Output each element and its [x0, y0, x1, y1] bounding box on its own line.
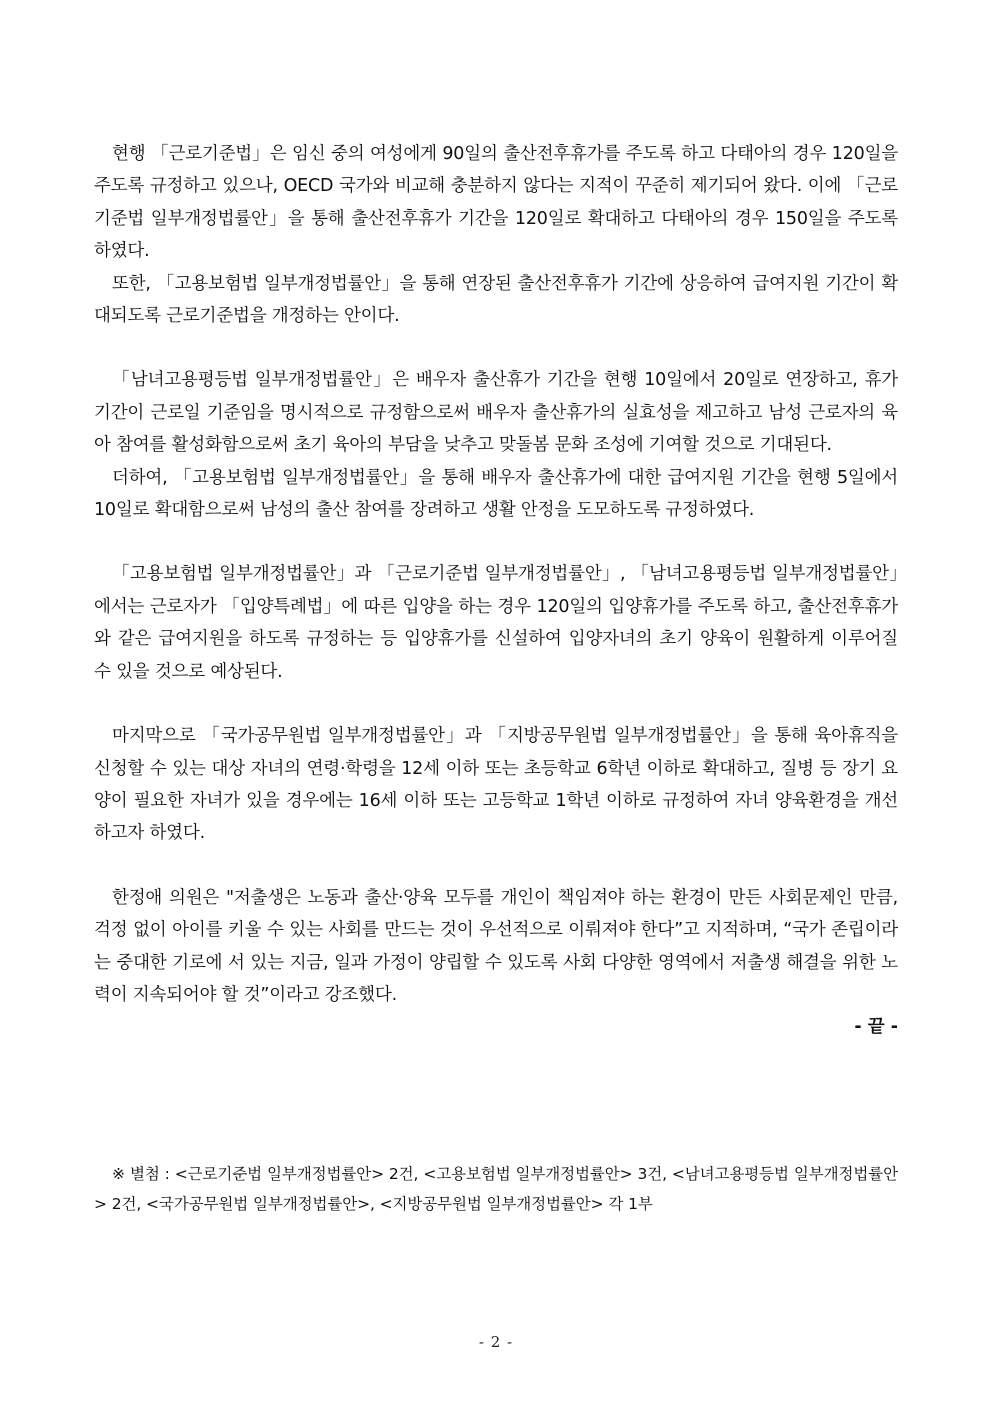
- paragraph-adoption-leave: 「고용보험법 일부개정법률안」과 「근로기준법 일부개정법률안」, 「남녀고용평등법 일부개정법률안」에서는 근로자가 「입양특례법」에 따른 입양을 하는 경우 120일의 입양휴가를 주도록 하고, 출산전후휴가와 같은 급여지원을 하도록 규정하는 등 입양휴가를 신설하여 입양자녀의 초기 양육이 원활하게 이루어질 수 있을 것으로 예상된다.: [94, 564, 898, 682]
- paragraph-quote: 한정애 의원은 "저출생은 노동과 출산·양육 모두를 개인이 책임져야 하는 환경이 만든 사회문제인 만큼, 걱정 없이 아이를 키울 수 있는 사회를 만드는 것이 우선적으로 이뤄져야 한다”고 지적하며, “국가 존립이라는 중대한 기로에 서 있는 지금, 일과 가정이 양립할 수 있도록 사회 다양한 영역에서 저출생 해결을 위한 노력이 지속되어야 할 것”이라고 강조했다.: [94, 887, 898, 1005]
- end-mark: - 끝 -: [854, 1017, 898, 1038]
- paragraph-spacer: [94, 332, 898, 364]
- paragraph-spacer: [94, 850, 898, 882]
- paragraph-parental-leave: 마지막으로 「국가공무원법 일부개정법률안」과 「지방공무원법 일부개정법률안」을 통해 육아휴직을 신청할 수 있는 대상 자녀의 연령·학령을 12세 이하 또는 초등학교 6학년 이하로 확대하고, 질병 등 장기 요양이 필요한 자녀가 있을 경우에는 16세 이하 또는 고등학교 1학년 이하로 규정하여 자녀 양육환경을 개선하고자 하였다.: [94, 726, 898, 844]
- document-body: [94, 138, 898, 1043]
- paragraph-employment-insurance-benefit: 또한, 「고용보험법 일부개정법률안」을 통해 연장된 출산전후휴가 기간에 상응하여 급여지원 기간이 확대되도록 근로기준법을 개정하는 안이다.: [94, 273, 898, 327]
- attachment-note: ※ 별첨 : <근로기준법 일부개정법률안> 2건, <고용보험법 일부개정법률안> 3건, <남녀고용평등법 일부개정법률안> 2건, <국가공무원법 일부개정법률안>, <지방공무원법 일부개정법률안> 각 1부: [94, 1165, 898, 1213]
- paragraph-spouse-leave-benefit: 더하여, 「고용보험법 일부개정법률안」을 통해 배우자 출산휴가에 대한 급여지원 기간을 현행 5일에서 10일로 확대함으로써 남성의 출산 참여를 장려하고 생활 안정을 도모하도록 규정하였다.: [94, 467, 898, 521]
- paragraph-maternity-leave: 현행 「근로기준법」은 임신 중의 여성에게 90일의 출산전후휴가를 주도록 하고 다태아의 경우 120일을 주도록 규정하고 있으나, OECD 국가와 비교해 충분하지 않다는 지적이 꾸준히 제기되어 왔다. 이에 「근로기준법 일부개정법률안」을 통해 출산전후휴가 기간을 120일로 확대하고 다태아의 경우 150일을 주도록 하였다.: [94, 144, 898, 262]
- paragraph-spacer: [94, 688, 898, 720]
- paragraph-spouse-leave: 「남녀고용평등법 일부개정법률안」은 배우자 출산휴가 기간을 현행 10일에서 20일로 연장하고, 휴가 기간이 근로일 기준임을 명시적으로 규정함으로써 배우자 출산휴가의 실효성을 제고하고 남성 근로자의 육아 참여를 활성화함으로써 초기 육아의 부담을 낮추고 맞돌봄 문화 조성에 기여할 것으로 기대된다.: [94, 370, 898, 456]
- page-number: - 2 -: [478, 1333, 514, 1351]
- paragraph-spacer: [94, 526, 898, 558]
